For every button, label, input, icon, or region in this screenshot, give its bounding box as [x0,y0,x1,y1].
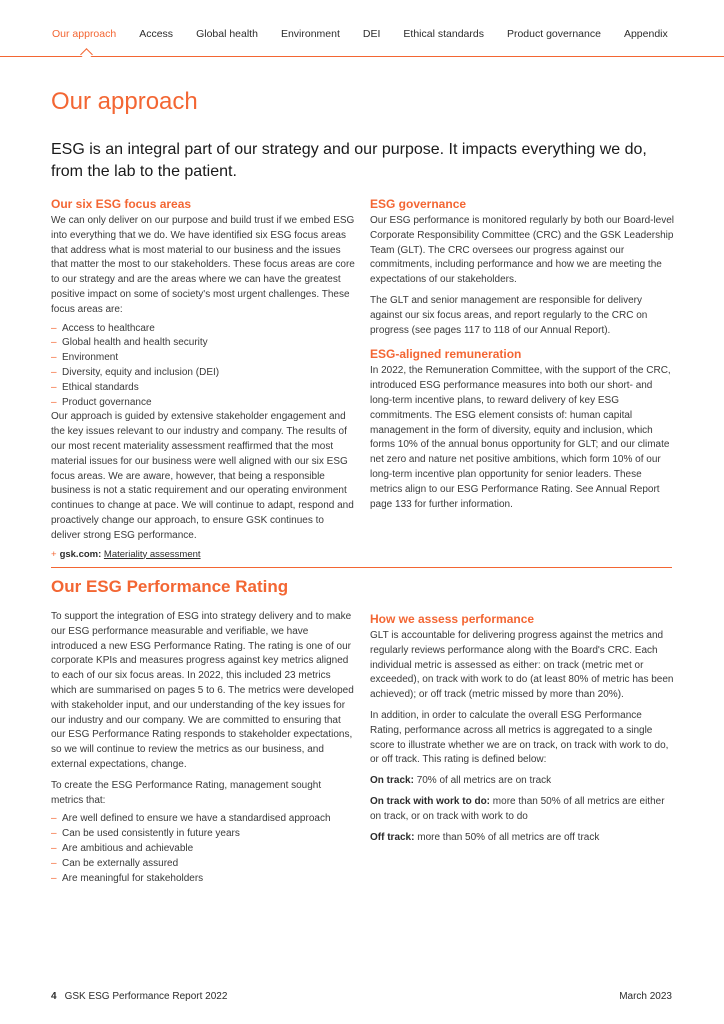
lead-statement: ESG is an integral part of our strategy and our purpose. It impacts everything we do, from the lab to the patient. [51,141,647,180]
definition-text: more than 50% of all metrics are off track [417,831,600,843]
focus-areas-heading: Our six ESG focus areas [51,197,192,211]
remuneration-paragraph: In 2022, the Remuneration Committee, with the support of the CRC, introduced ESG performance measures into both our short- and long-term incentive plans, to reward delivery of key ESG commitments. The ESG element consists of: human capital management in the form of diversity, equity and inclusion, which forms 10% of the annual bonus opportunity for GLT; and our climate net zero and nature net positive ambitions, which form 10% of our long-term incentive plan opportunity for senior leaders. These metrics align to our ESG Performance Rating. See Annual Report page 133 for further information. [370,365,671,510]
list-item: – Global health and health security [51,336,355,351]
list-item: – Product governance [51,396,355,411]
nav-tab-dei[interactable]: DEI [362,28,381,40]
list-item: – Are well defined to ensure we have a standardised approach [51,812,355,827]
rating-paragraph-2: To create the ESG Performance Rating, management sought metrics that: [51,779,322,806]
list-item: – Are meaningful for stakeholders [51,872,355,887]
governance-paragraph-2: The GLT and senior management are responsible for delivery against our six focus areas, and report regularly to the CRC on progress (see pages 117 to 118 of our Annual Report). [370,294,648,336]
nav-items [52,28,691,40]
assess-performance-section [370,611,675,851]
assess-paragraph-2: In addition, in order to calculate the overall ESG Performance Rating, performance across all metrics is aggregated to a single score to illustrate whether we are on track, on track with work to do, or off track. This rating is defined below: [370,709,669,766]
rating-paragraph-1: To support the integration of ESG into strategy delivery and to make our ESG performance measurable and verifiable, we have introduced a new ESG Performance Rating. The rating is one of our corporate KPIs and measures progress against key metrics aligned to each of our six focus areas. In 2022, this included 23 metrics which are summarised on pages 5 to 6. The metrics were developed with stakeholder input, and our understanding of the key issues for our industry and our company. We are committed to ensuring that our ESG Performance Rating responds to stakeholder expectations, so we will continue to review the metrics as our business, and external expectations, change. [51,611,354,770]
assess-heading: How we assess performance [370,612,535,626]
definition-text: more than 50% of all metrics are either on track, or on track with work to do [370,795,665,822]
definition-label: On track: [370,775,414,787]
nav-tab-access[interactable]: Access [139,28,174,40]
rating-left-column [51,610,355,886]
nav-tab-environment[interactable]: Environment [280,28,340,40]
active-tab-indicator-icon [80,48,93,61]
metric-criteria-list [51,812,355,886]
plus-icon: + [51,548,57,560]
focus-areas-list [51,322,355,411]
definition-label: On track with work to do: [370,795,491,807]
nav-tab-our-approach[interactable]: Our approach [52,28,117,40]
list-item: – Can be externally assured [51,857,355,872]
footer-date: March 2023 [619,991,672,1002]
definition-label: Off track: [370,831,415,843]
focus-areas-outro: Our approach is guided by extensive stakeholder engagement and the key issues relevant to our industry and company. The results of our most recent materiality assessment reaffirmed that the most material issues for our business were well aligned with our six ESG focus areas. We are aware, however, that being a responsible business is not a static requirement and our operating environment continues to change at pace. We will continue to adapt, respond and proactively change our approach, to ensure GSK continues to deliver strong ESG performance. [51,411,354,541]
focus-areas-intro: We can only deliver on our purpose and build trust if we embed ESG into everything that we do. We have identified six ESG focus areas that address what is most material to our business and the issues that matter the most to our stakeholders. These focus areas are core to our strategy and are the areas where we can have the greatest positive impact on some of society's most urgent challenges. These focus areas are: [51,215,355,315]
nav-tab-appendix[interactable]: Appendix [623,28,668,40]
list-item: – Are ambitious and achievable [51,842,355,857]
page-title: Our approach [51,88,198,115]
list-item: – Ethical standards [51,381,355,396]
governance-heading: ESG governance [370,197,467,211]
definition-on-track-with-work [370,795,675,825]
page-number: 4 [51,991,57,1002]
top-navigation [0,0,724,58]
nav-tab-ethical-standards[interactable]: Ethical standards [403,28,484,40]
nav-tab-global-health[interactable]: Global health [196,28,258,40]
link-site: gsk.com: [59,548,102,560]
assess-paragraph-1: GLT is accountable for delivering progress against the metrics and regularly reviews performance along with the Board's CRC. Each individual metric is assessed as either: on track (metric met or exceeded), on track with work to do (at least 80% of metric has been achieved); or off track (metric missed by more than 20%). [370,630,674,701]
definition-text: 70% of all metrics are on track [416,775,552,787]
governance-section [370,196,675,518]
materiality-assessment-link[interactable]: Materiality assessment [103,548,201,560]
governance-paragraph-1: Our ESG performance is monitored regularly by both our Board-level Corporate Responsibility Committee (CRC) and the GSK Leadership Team (GLT). The CRC oversees our progress against our commitments, including performance and how we are meeting the expectations of our stakeholders. [370,215,675,286]
section-divider [51,567,672,568]
nav-tab-product-governance[interactable]: Product governance [506,28,601,40]
list-item: – Environment [51,351,355,366]
nav-divider [0,56,724,57]
footer-left [51,991,227,1002]
materiality-link-row [51,548,355,563]
focus-areas-section [51,196,355,562]
rating-section-title: Our ESG Performance Rating [51,577,289,596]
remuneration-heading: ESG-aligned remuneration [370,347,522,362]
list-item: – Diversity, equity and inclusion (DEI) [51,366,355,381]
definition-on-track [370,774,675,789]
definition-off-track [370,831,675,846]
report-title: GSK ESG Performance Report 2022 [64,991,228,1002]
list-item: – Can be used consistently in future years [51,827,355,842]
list-item: – Access to healthcare [51,322,355,337]
